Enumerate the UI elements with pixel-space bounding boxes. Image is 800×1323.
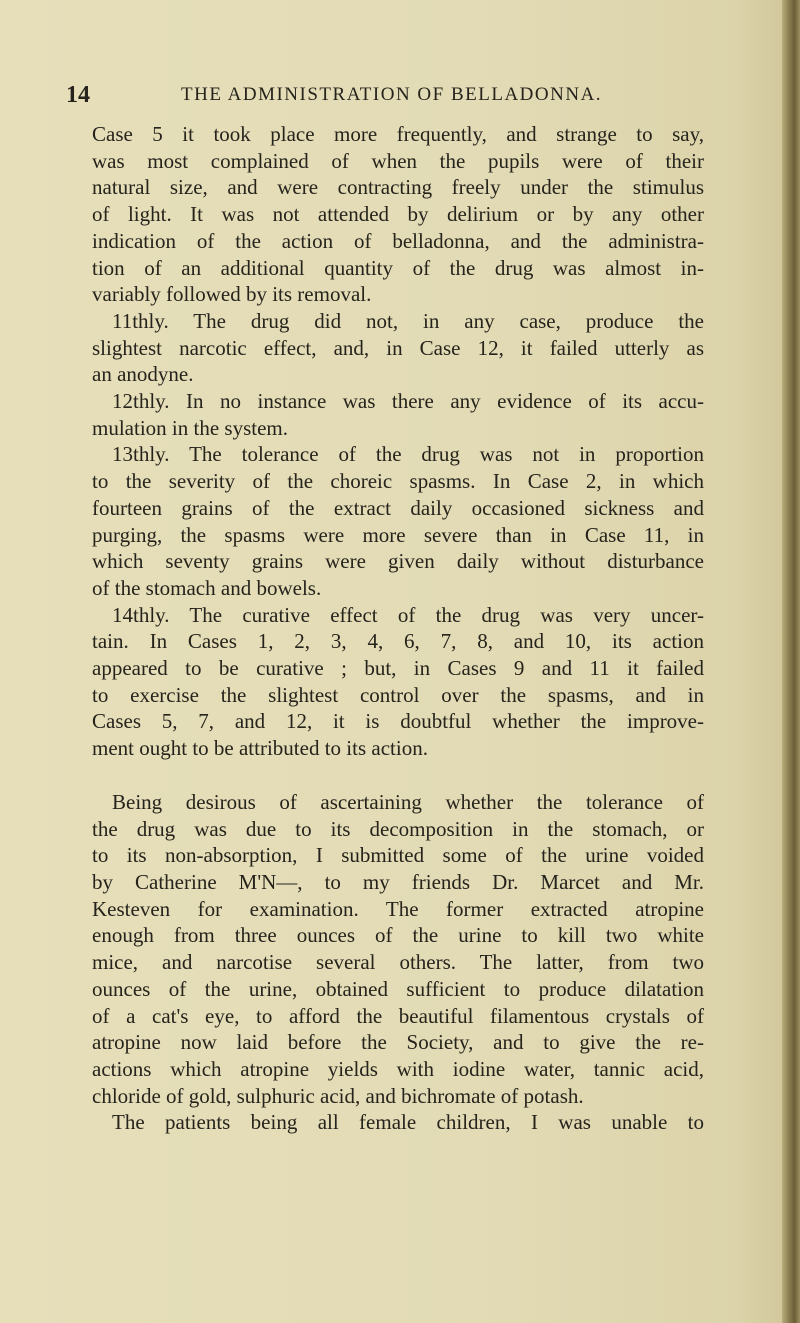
paragraph-gap xyxy=(92,762,704,789)
text-line: which seventy grains were given daily without disturbance xyxy=(92,549,704,574)
text-line: The patients being all female children, I was unable to xyxy=(112,1110,704,1135)
paragraph xyxy=(92,789,704,1109)
paragraph xyxy=(92,1109,704,1136)
text-line: tion of an additional quantity of the drug was almost in- xyxy=(92,255,704,280)
text-line: of a cat's eye, to afford the beautiful filamentous crystals of xyxy=(92,1003,704,1028)
text-line: fourteen grains of the extract daily occasioned sickness and xyxy=(92,495,704,520)
text-line: variably followed by its removal. xyxy=(92,282,372,307)
text-line: enough from three ounces of the urine to kill two white xyxy=(92,923,704,948)
text-line: Kesteven for examination. The former extracted atropine xyxy=(92,896,704,921)
text-line: to the severity of the choreic spasms. In Case 2, in which xyxy=(92,469,704,494)
paragraph xyxy=(92,308,704,388)
text-line: Being desirous of ascertaining whether the tolerance of xyxy=(112,789,704,814)
text-line: to its non-absorption, I submitted some of the urine voided xyxy=(92,843,704,868)
text-line: appeared to be curative ; but, in Cases 9 and 11 it failed xyxy=(92,656,704,681)
text-line: Case 5 it took place more frequently, and strange to say, xyxy=(92,122,704,146)
text-line: actions which atropine yields with iodine water, tannic acid, xyxy=(92,1056,704,1081)
text-line: ounces of the urine, obtained sufficient to produce dilatation xyxy=(92,976,704,1001)
text-line: purging, the spasms were more severe than in Case 11, in xyxy=(92,522,704,547)
text-line: natural size, and were contracting freely under the stimulus xyxy=(92,175,704,200)
body-text xyxy=(92,121,704,1136)
text-line: of light. It was not attended by delirium or by any other xyxy=(92,202,704,227)
page-header xyxy=(66,80,706,110)
paragraph xyxy=(92,388,704,441)
text-line: Cases 5, 7, and 12, it is doubtful whether the improve- xyxy=(92,709,704,734)
text-line: by Catherine M'N—, to my friends Dr. Marcet and Mr. xyxy=(92,869,704,894)
text-line: the drug was due to its decomposition in the stomach, or xyxy=(92,816,704,841)
text-line: ment ought to be attributed to its action. xyxy=(92,736,428,761)
paragraph xyxy=(92,441,704,601)
text-line: atropine now laid before the Society, and to give the re- xyxy=(92,1030,704,1055)
text-line: of the stomach and bowels. xyxy=(92,575,322,600)
running-title: THE ADMINISTRATION OF BELLADONNA. xyxy=(181,84,603,105)
text-line: 12thly. In no instance was there any evidence of its accu- xyxy=(112,389,704,414)
text-line: was most complained of when the pupils were of their xyxy=(92,148,704,173)
text-line: 14thly. The curative effect of the drug was very uncer- xyxy=(112,602,704,627)
text-line: chloride of gold, sulphuric acid, and bichromate of potash. xyxy=(92,1083,584,1108)
text-line: 13thly. The tolerance of the drug was not in proportion xyxy=(112,442,704,467)
text-line: to exercise the slightest control over the spasms, and in xyxy=(92,682,704,707)
text-line: 11thly. The drug did not, in any case, produce the xyxy=(112,308,704,333)
paragraph xyxy=(92,602,704,762)
text-line: tain. In Cases 1, 2, 3, 4, 6, 7, 8, and 10, its action xyxy=(92,629,704,654)
page-number: 14 xyxy=(66,82,90,108)
text-line: mulation in the system. xyxy=(92,415,288,440)
text-line: slightest narcotic effect, and, in Case 12, it failed utterly as xyxy=(92,335,704,360)
book-binding-edge xyxy=(782,0,800,1323)
paragraph xyxy=(92,121,704,308)
text-line: indication of the action of belladonna, and the administra- xyxy=(92,228,704,253)
text-line: an anodyne. xyxy=(92,362,194,387)
text-line: mice, and narcotise several others. The latter, from two xyxy=(92,950,704,975)
